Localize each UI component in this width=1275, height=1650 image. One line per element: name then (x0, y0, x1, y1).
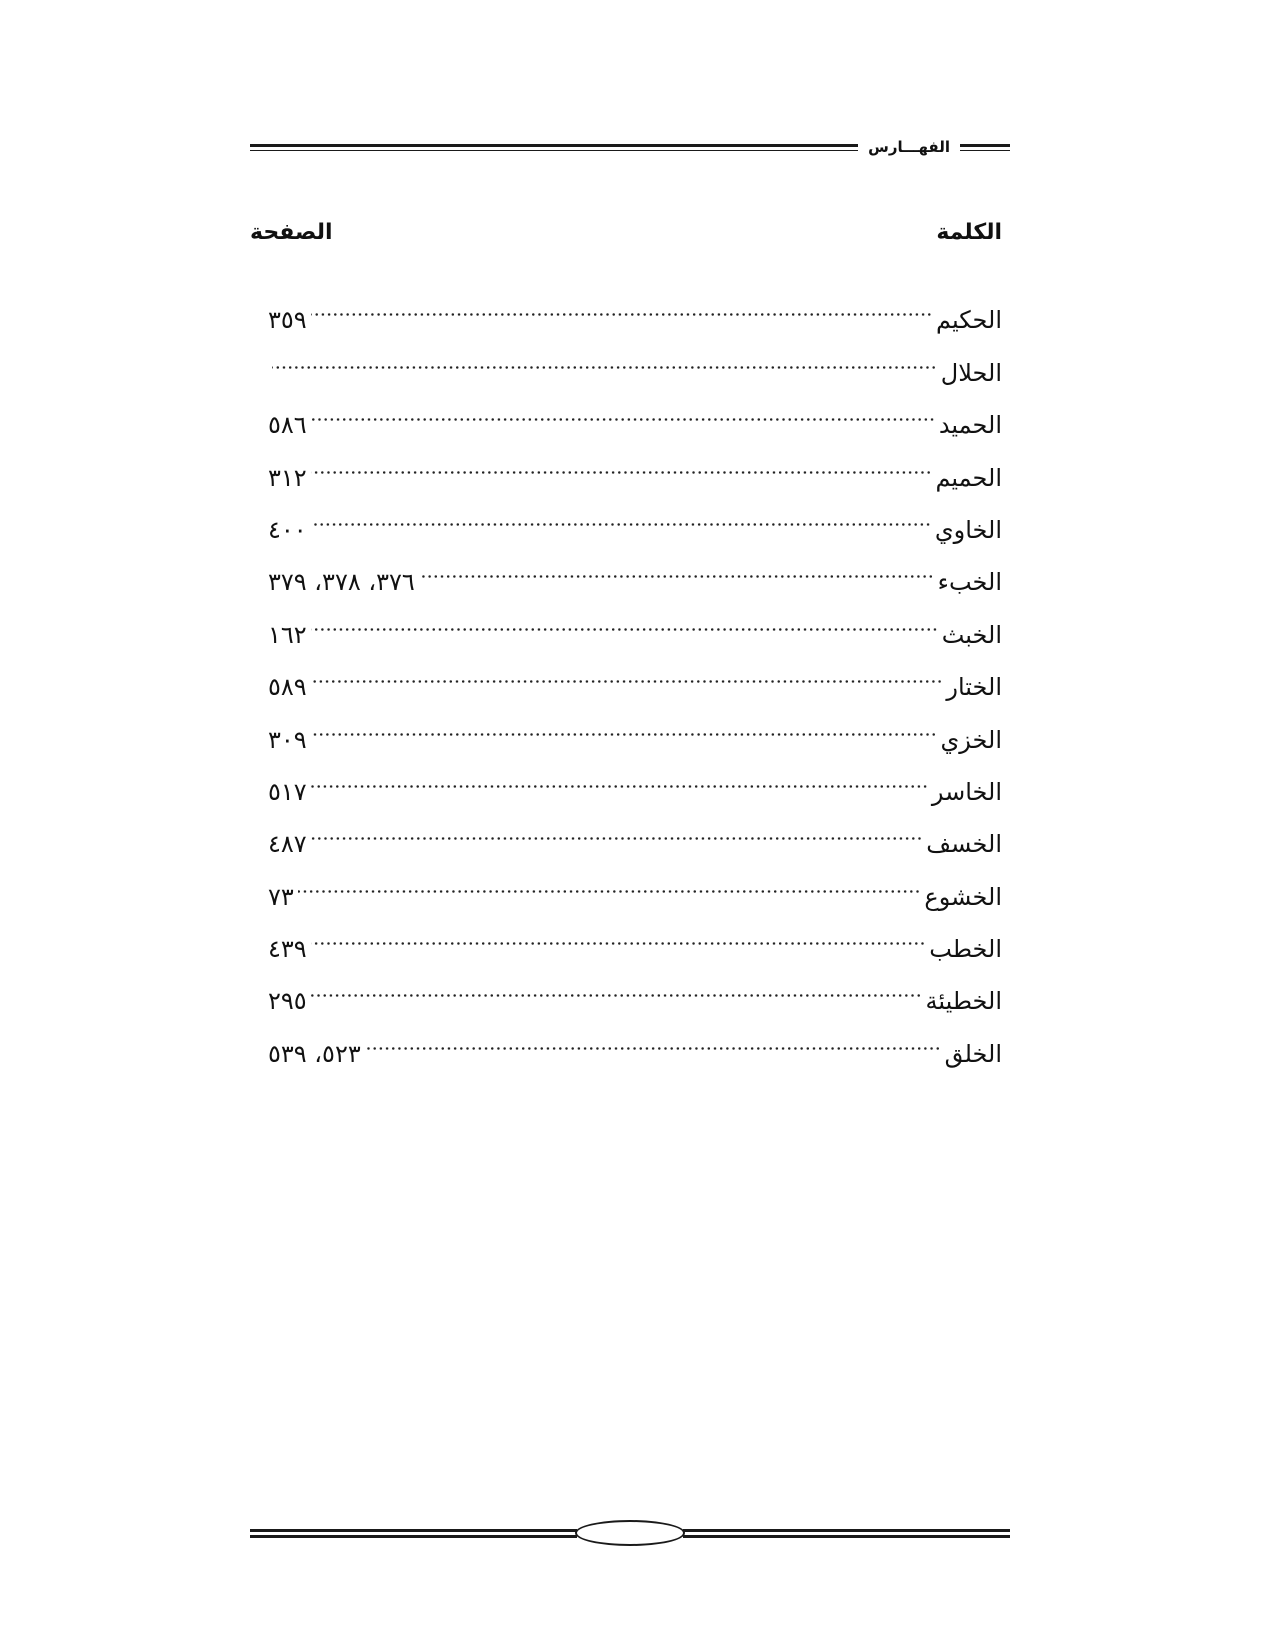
index-pages: ٣٠٩ (268, 725, 307, 754)
dot-leader (311, 381, 935, 433)
dot-leader (311, 800, 923, 852)
index-list (268, 276, 1002, 1068)
index-entry (268, 1009, 1002, 1068)
word-column-heading: الكلمة (936, 219, 1002, 245)
index-pages: ٧٣ (268, 882, 294, 911)
index-word: الخبث (941, 620, 1002, 649)
index-word: الخلق (944, 1039, 1002, 1068)
index-entry (268, 957, 1002, 1016)
header-rule-long (250, 144, 858, 151)
dot-leader (272, 328, 937, 380)
index-entry (268, 433, 1002, 492)
index-pages: ٤٣٩ (268, 935, 307, 964)
index-entry (268, 381, 1002, 440)
header-title: الفهـــارس (868, 137, 950, 156)
index-entry (268, 748, 1002, 806)
index-pages: ٣٧٦، ٣٧٨، ٣٧٩ (268, 568, 415, 597)
dot-leader (311, 695, 937, 747)
index-pages: ٥١٧ (268, 777, 307, 806)
index-word: الخزي (940, 725, 1002, 754)
page-number-oval (575, 1520, 685, 1546)
index-entry (268, 486, 1002, 544)
column-headings (250, 214, 1002, 250)
index-entry (268, 276, 1002, 335)
dot-leader (311, 643, 943, 695)
index-entry (268, 590, 1002, 649)
index-word: الختار (946, 673, 1002, 702)
index-pages: ٥٢٣، ٥٣٩ (268, 1039, 361, 1068)
index-pages: ١٦٢ (268, 620, 307, 649)
header-rule-short (960, 144, 1010, 151)
dot-leader (311, 905, 926, 957)
index-word: الحميد (938, 411, 1002, 440)
index-entry (268, 538, 1002, 597)
index-pages: ٤٨٧ (268, 830, 307, 859)
index-entry (268, 852, 1002, 911)
dot-leader (419, 538, 934, 590)
dot-leader (311, 957, 922, 1009)
index-pages: ٣١٢ (268, 463, 307, 492)
dot-leader (298, 852, 921, 904)
dot-leader (365, 1009, 941, 1061)
dot-leader (311, 433, 932, 485)
index-pages: ٤٠٠ (268, 515, 307, 544)
index-word: الخاوي (934, 515, 1002, 544)
index-entry (268, 695, 1002, 754)
index-entry (268, 328, 1002, 387)
dot-leader (311, 748, 928, 800)
dot-leader (311, 486, 931, 538)
index-entry (268, 905, 1002, 964)
index-word: الخاسر (931, 777, 1002, 806)
index-word: الخطب (929, 935, 1002, 964)
footer-rule-left (250, 1529, 577, 1538)
index-word: الخبء (937, 568, 1002, 597)
index-pages: ٥٨٦ (268, 411, 307, 440)
index-pages: ٥٨٩ (268, 673, 307, 702)
index-entry (268, 800, 1002, 859)
index-word: الحميم (935, 463, 1002, 492)
index-entry (268, 643, 1002, 702)
index-word: الخسف (926, 830, 1002, 859)
footer-rule-right (683, 1529, 1010, 1538)
index-word: الحلال (940, 358, 1002, 387)
running-header (250, 130, 1010, 164)
page-column-heading: الصفحة (250, 219, 333, 245)
dot-leader (311, 276, 932, 328)
index-word: الخشوع (924, 882, 1002, 911)
index-word: الخطيئة (925, 987, 1002, 1016)
index-pages: ٣٥٩ (268, 306, 307, 335)
index-word: الحكيم (936, 306, 1002, 335)
index-pages: ٢٩٥ (268, 987, 307, 1016)
dot-leader (311, 590, 938, 642)
page-footer (250, 1518, 1010, 1548)
